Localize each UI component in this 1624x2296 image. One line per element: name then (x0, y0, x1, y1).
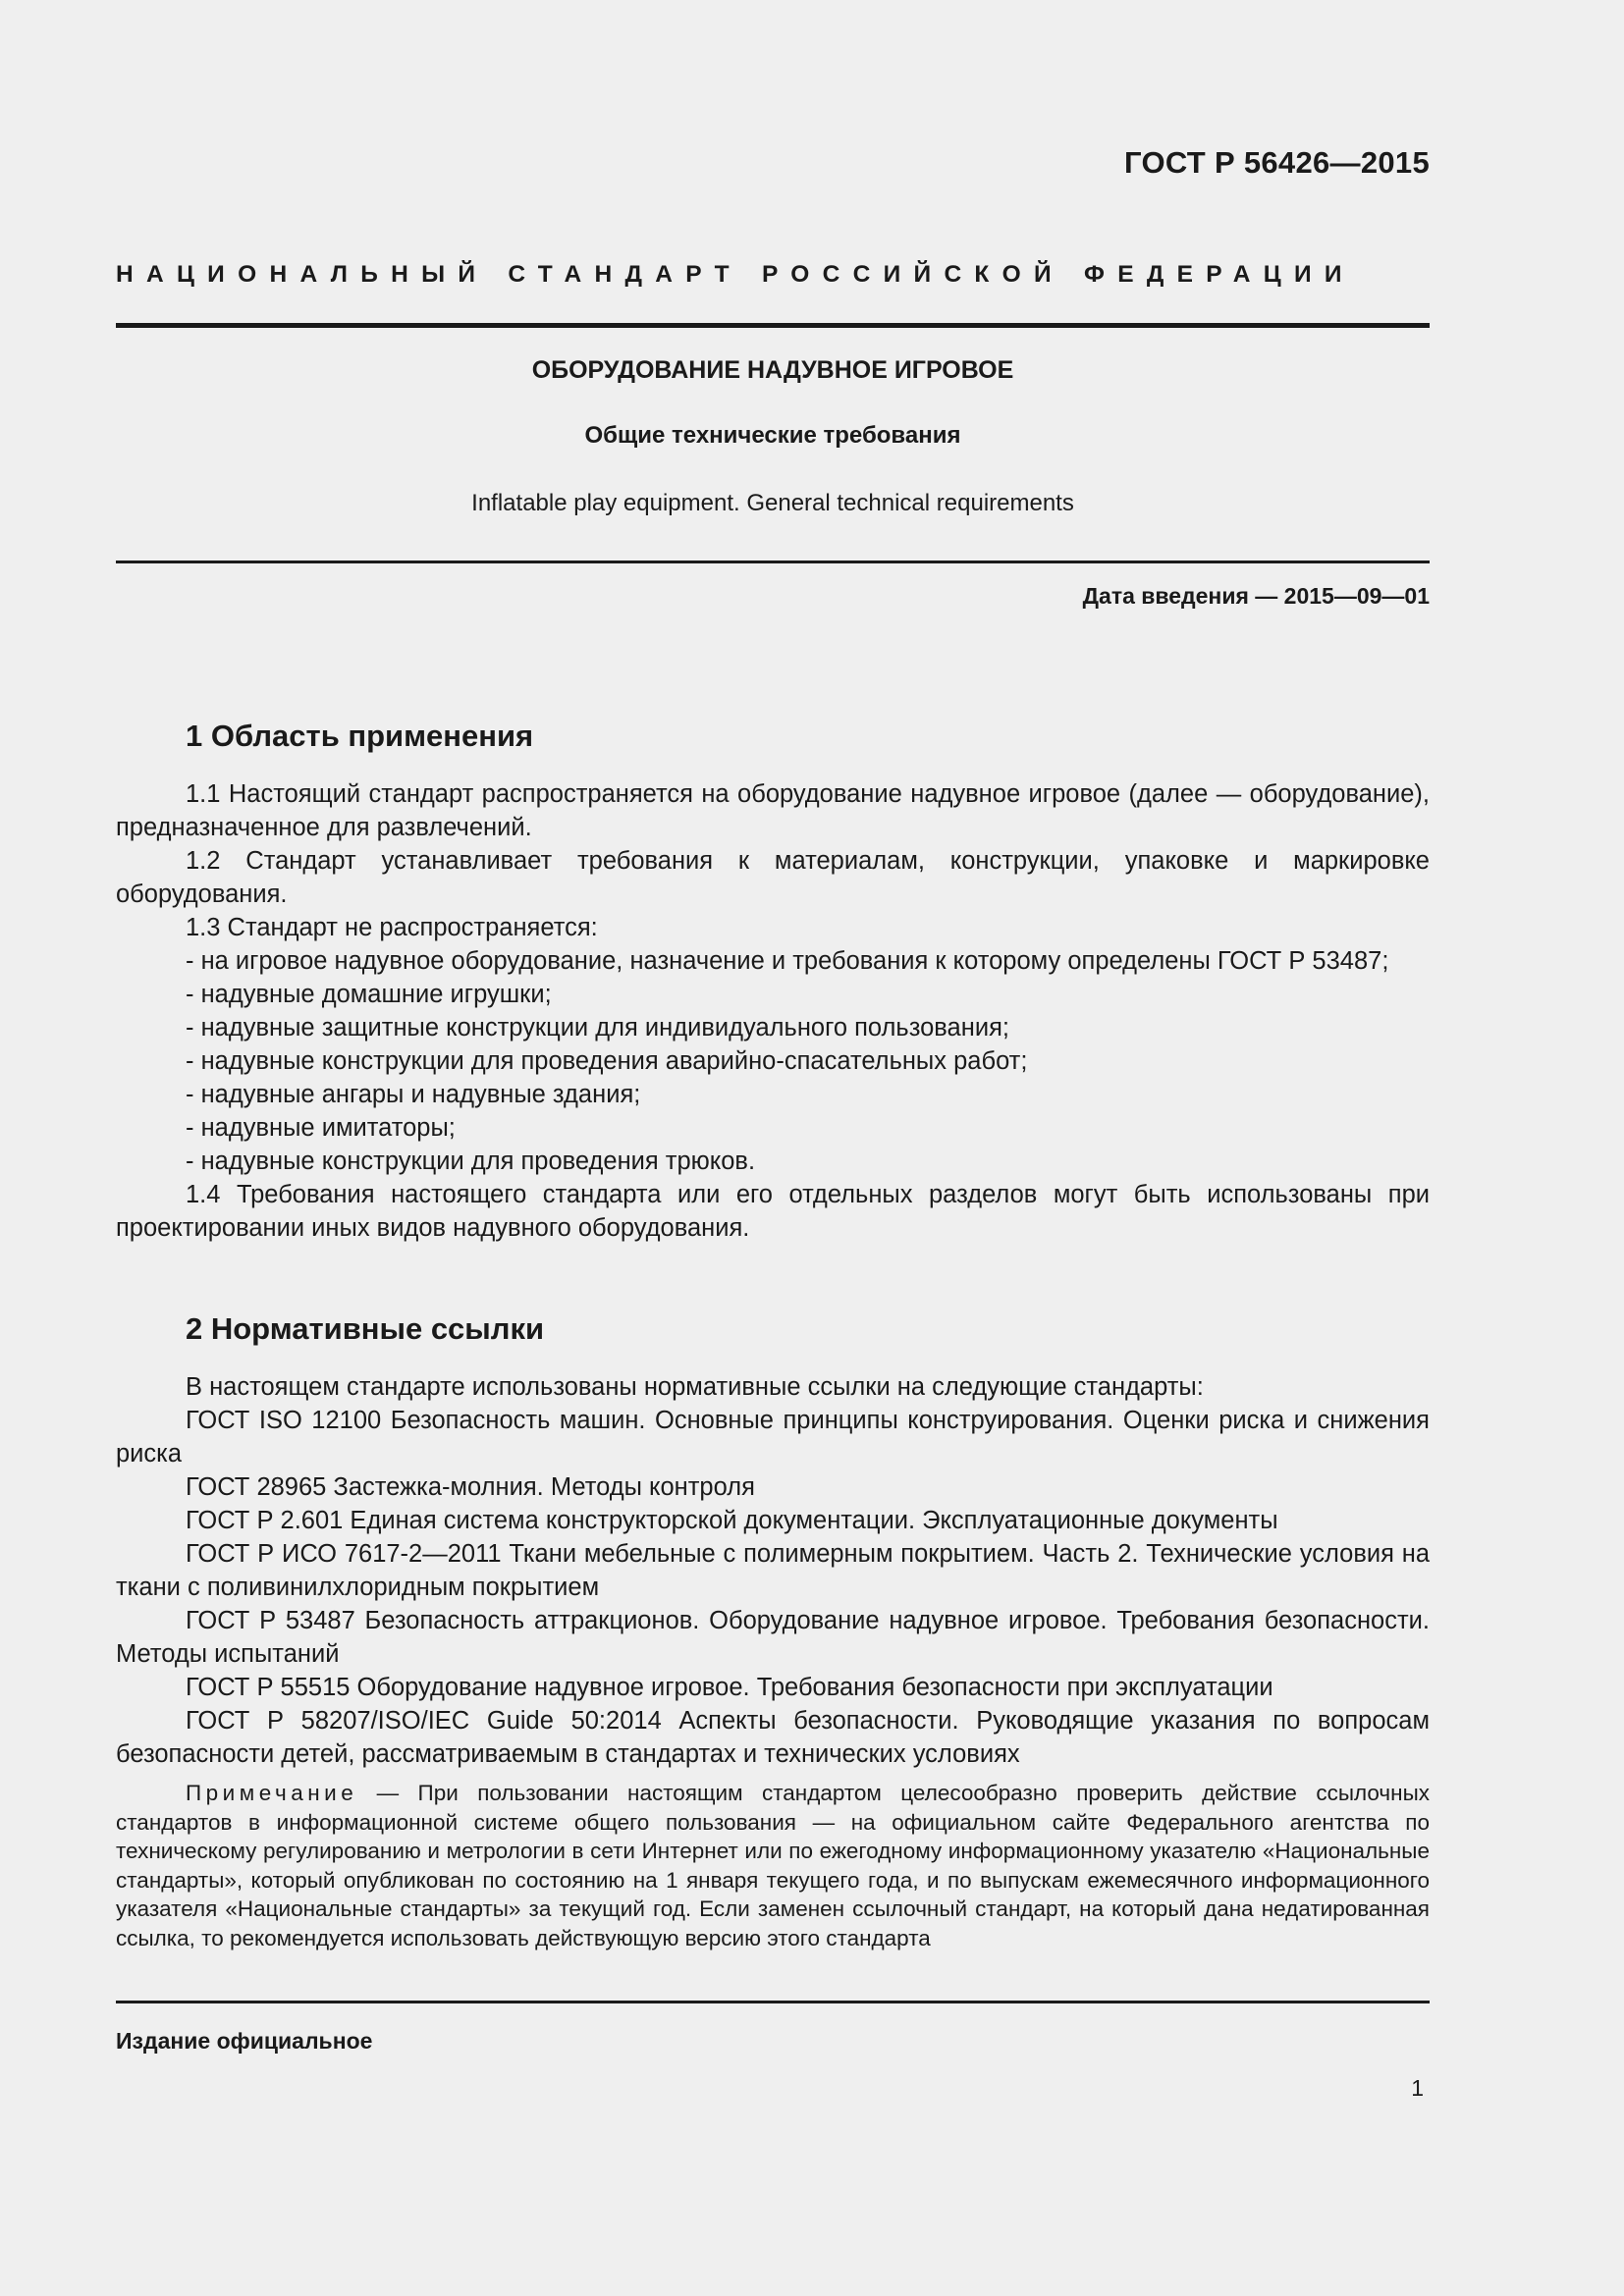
title-rule (116, 561, 1430, 563)
document-page (116, 0, 1430, 2296)
reference-item: ГОСТ Р 55515 Оборудование надувное игровое. Требования безопасности при эксплуатации (186, 1674, 1273, 1701)
footer-rule (116, 2001, 1430, 2003)
reference-item: ГОСТ Р 53487 Безопасность аттракционов. Оборудование надувное игровое. Требования безопасности. Методы испытаний (116, 1607, 1430, 1668)
reference-item: ГОСТ Р ИСО 7617-2—2011 Ткани мебельные с полимерным покрытием. Часть 2. Технические условия на ткани с поливинилхлоридным покрытием (116, 1540, 1430, 1601)
reference-item: ГОСТ ISO 12100 Безопасность машин. Основные принципы конструирования. Оценки риска и снижения риска (116, 1407, 1430, 1468)
document-id: ГОСТ Р 56426—2015 (1124, 145, 1430, 180)
exclusion-item: - на игровое надувное оборудование, назначение и требования к которому определены ГОСТ Р 53487; (186, 947, 1389, 975)
reference-item: ГОСТ Р 58207/ISO/IEC Guide 50:2014 Аспекты безопасности. Руководящие указания по вопросам безопасности детей, рассматриваемым в стандартах и технических условиях (116, 1707, 1430, 1768)
exclusion-item: - надувные защитные конструкции для индивидуального пользования; (186, 1014, 1009, 1041)
exclusion-item: - надувные конструкции для проведения аварийно-спасательных работ; (186, 1047, 1028, 1075)
reference-item: ГОСТ Р 2.601 Единая система конструкторской документации. Эксплуатационные документы (186, 1507, 1278, 1534)
document-title: ОБОРУДОВАНИЕ НАДУВНОЕ ИГРОВОЕ (531, 356, 1014, 384)
paragraph-1-4: 1.4 Требования настоящего стандарта или его отдельных разделов могут быть использованы при проектировании иных видов надувного оборудования. (116, 1181, 1430, 1242)
paragraph-1-1: 1.1 Настоящий стандарт распространяется на оборудование надувное игровое (далее — оборудование), предназначенное для развлечений. (116, 780, 1430, 841)
national-standard-banner: НАЦИОНАЛЬНЫЙ СТАНДАРТ РОССИЙСКОЙ ФЕДЕРАЦИИ (116, 261, 1355, 288)
reference-item: ГОСТ 28965 Застежка-молния. Методы контроля (186, 1473, 755, 1501)
section-2-heading: 2 Нормативные ссылки (186, 1311, 545, 1346)
document-title-english: Inflatable play equipment. General technical requirements (471, 490, 1074, 516)
note-text: — При пользовании настоящим стандартом целесообразно проверить действие ссылочных стандартов в информационной системе общего пользования — на официальном сайте Федерального агентства по техническому регулированию и метрологии в сети Интернет или по ежегодному информационному указателю «Национальные стандарты», который опубликован по состоянию на 1 января текущего года, и по выпускам ежемесячного информационного указателя «Национальные стандарты» за текущий год. Если заменен ссылочный стандарт, на который дана недатированная ссылка, то рекомендуется использовать действующую версию этого стандарта (116, 1781, 1430, 1950)
section-1-heading: 1 Область применения (186, 719, 534, 753)
page-number: 1 (1411, 2075, 1424, 2101)
section-1-body (116, 777, 1430, 1245)
paragraph-1-2: 1.2 Стандарт устанавливает требования к материалам, конструкции, упаковке и маркировке оборудования. (116, 847, 1430, 908)
note (116, 1779, 1430, 1952)
note-label: Примечание (186, 1781, 358, 1805)
document-subtitle: Общие технические требования (584, 422, 961, 449)
header-rule (116, 323, 1430, 328)
references-intro: В настоящем стандарте использованы нормативные ссылки на следующие стандарты: (186, 1373, 1204, 1401)
exclusion-item: - надувные ангары и надувные здания; (186, 1081, 641, 1108)
exclusion-item: - надувные конструкции для проведения трюков. (186, 1148, 756, 1175)
section-2-body (116, 1370, 1430, 1771)
introduction-date: Дата введения — 2015—09—01 (1082, 583, 1430, 609)
exclusion-item: - надувные имитаторы; (186, 1114, 456, 1142)
exclusion-item: - надувные домашние игрушки; (186, 981, 552, 1008)
paragraph-1-3: 1.3 Стандарт не распространяется: (186, 914, 598, 941)
official-edition-label: Издание официальное (116, 2028, 373, 2054)
